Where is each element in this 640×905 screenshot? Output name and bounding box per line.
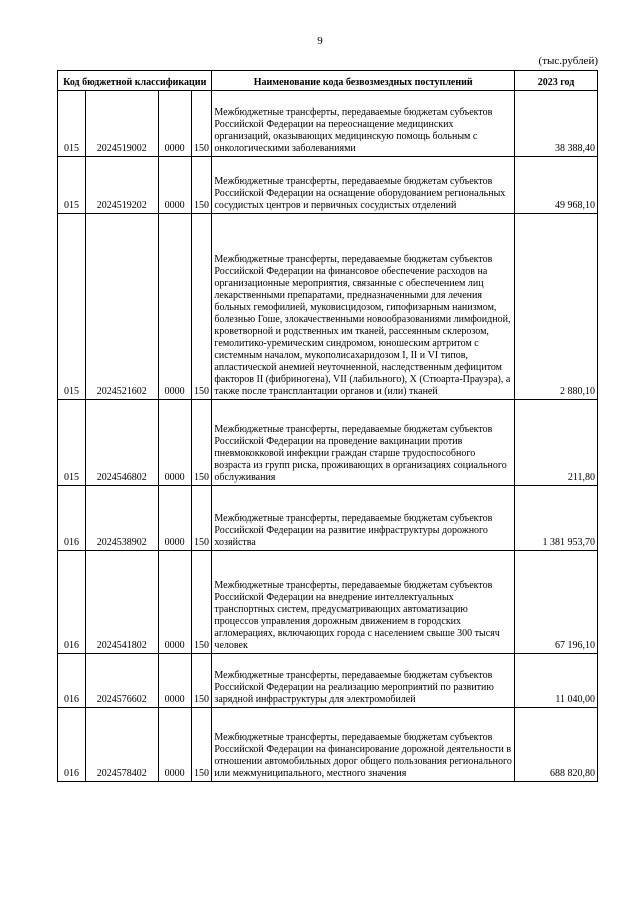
table-row [58, 214, 598, 400]
row-kind-code: 150 [191, 91, 212, 157]
row-income-code: 2024578402 [85, 708, 158, 782]
row-name: Межбюджетные трансферты, передаваемые бюджетам субъектов Российской Федерации на финансовое обеспечение расходов на организационные мероприятия, связанные с обеспечением лиц лекарственными препаратами, предназначенными для лечения больных гемофилией, муковисцидозом, гипофизарным нанизмом, болезнью Гоше, злокачественными новообразованиями лимфоидной, кроветворной и родственных им тканей, рассеянным склерозом, гемолитико-уремическим синдромом, юношеским артритом с системным началом, мукополисахаридозом I, II и VI типов, апластической анемией неуточненной, наследственным дефицитом факторов II (фибриногена), VII (лабильного), X (Стюарта-Прауэра), а также после трансплантации органов и (или) тканей [212, 214, 515, 400]
row-amount: 688 820,80 [515, 708, 598, 782]
table-row [58, 654, 598, 708]
row-amount: 211,80 [515, 400, 598, 486]
row-income-code: 2024576602 [85, 654, 158, 708]
row-amount: 49 968,10 [515, 157, 598, 214]
row-admin-code: 016 [58, 551, 86, 654]
row-kind-code: 150 [191, 654, 212, 708]
row-program-code: 0000 [158, 708, 191, 782]
row-name: Межбюджетные трансферты, передаваемые бюджетам субъектов Российской Федерации на развитие инфраструктуры дорожного хозяйства [212, 486, 515, 551]
table-row [58, 551, 598, 654]
row-admin-code: 015 [58, 157, 86, 214]
row-program-code: 0000 [158, 486, 191, 551]
row-income-code: 2024519202 [85, 157, 158, 214]
page-number: 9 [317, 35, 323, 47]
table-row [58, 91, 598, 157]
row-admin-code: 016 [58, 486, 86, 551]
row-kind-code: 150 [191, 708, 212, 782]
row-admin-code: 015 [58, 214, 86, 400]
row-admin-code: 015 [58, 400, 86, 486]
row-amount: 38 388,40 [515, 91, 598, 157]
row-income-code: 2024521602 [85, 214, 158, 400]
row-kind-code: 150 [191, 486, 212, 551]
row-income-code: 2024519002 [85, 91, 158, 157]
row-name: Межбюджетные трансферты, передаваемые бюджетам субъектов Российской Федерации на финансирование дорожной деятельности в отношении автомобильных дорог общего пользования регионального или межмуниципального, местного значения [212, 708, 515, 782]
row-program-code: 0000 [158, 551, 191, 654]
row-admin-code: 016 [58, 654, 86, 708]
table-row [58, 157, 598, 214]
table-row [58, 708, 598, 782]
row-amount: 2 880,10 [515, 214, 598, 400]
row-name: Межбюджетные трансферты, передаваемые бюджетам субъектов Российской Федерации на проведение вакцинации против пневмококковой инфекции граждан старше трудоспособного возраста из групп риска, проживающих в организациях социального обслуживания [212, 400, 515, 486]
row-program-code: 0000 [158, 214, 191, 400]
row-kind-code: 150 [191, 157, 212, 214]
row-program-code: 0000 [158, 400, 191, 486]
row-income-code: 2024541802 [85, 551, 158, 654]
row-admin-code: 015 [58, 91, 86, 157]
header-year: 2023 год [515, 71, 598, 91]
table-row [58, 400, 598, 486]
units-note: (тыс.рублей) [538, 55, 598, 67]
table-header-row [58, 71, 598, 91]
row-amount: 1 381 953,70 [515, 486, 598, 551]
row-amount: 67 196,10 [515, 551, 598, 654]
row-kind-code: 150 [191, 551, 212, 654]
row-name: Межбюджетные трансферты, передаваемые бюджетам субъектов Российской Федерации на внедрение интеллектуальных транспортных систем, предусматривающих автоматизацию процессов управления дорожным движением в городских агломерациях, включающих города с населением свыше 300 тысяч человек [212, 551, 515, 654]
row-income-code: 2024546802 [85, 400, 158, 486]
header-kbk: Код бюджетной классификации [58, 71, 212, 91]
row-income-code: 2024538902 [85, 486, 158, 551]
row-program-code: 0000 [158, 654, 191, 708]
row-amount: 11 040,00 [515, 654, 598, 708]
row-name: Межбюджетные трансферты, передаваемые бюджетам субъектов Российской Федерации на реализацию мероприятий по развитию зарядной инфраструктуры для электромобилей [212, 654, 515, 708]
row-kind-code: 150 [191, 214, 212, 400]
budget-table [57, 70, 598, 782]
header-name: Наименование кода безвозмездных поступлений [212, 71, 515, 91]
row-program-code: 0000 [158, 157, 191, 214]
row-name: Межбюджетные трансферты, передаваемые бюджетам субъектов Российской Федерации на оснащение оборудованием региональных сосудистых центров и первичных сосудистых отделений [212, 157, 515, 214]
row-kind-code: 150 [191, 400, 212, 486]
row-name: Межбюджетные трансферты, передаваемые бюджетам субъектов Российской Федерации на переоснащение медицинских организаций, оказывающих медицинскую помощь больным с онкологическими заболеваниями [212, 91, 515, 157]
table-row [58, 486, 598, 551]
row-admin-code: 016 [58, 708, 86, 782]
row-program-code: 0000 [158, 91, 191, 157]
